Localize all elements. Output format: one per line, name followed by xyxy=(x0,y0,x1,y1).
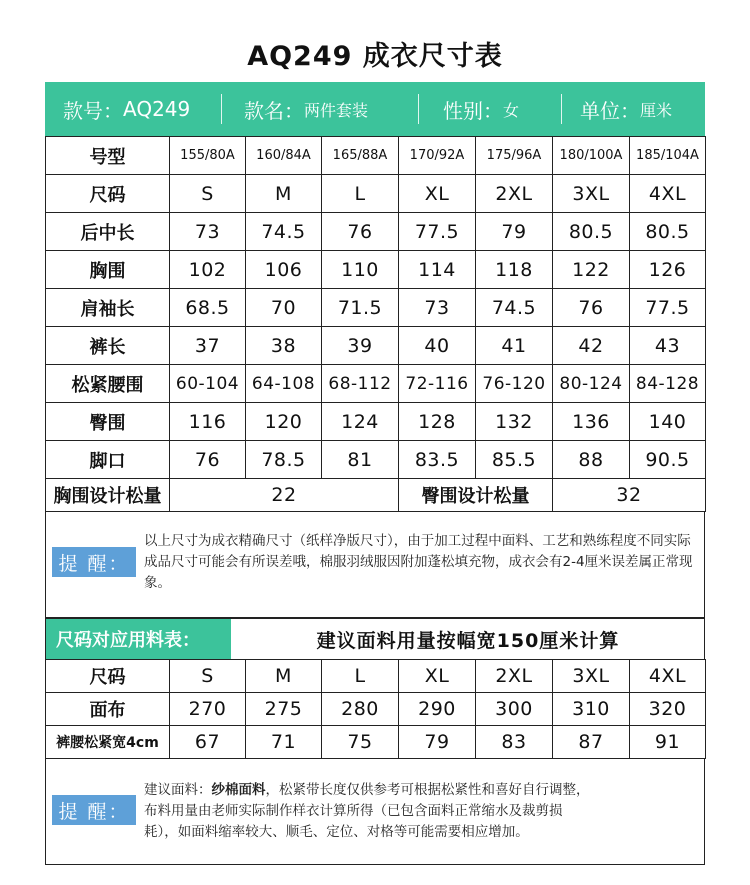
table-cell: 4XL xyxy=(630,660,706,693)
table-cell: 64-108 xyxy=(246,365,322,403)
row-label: 尺码 xyxy=(46,660,170,693)
table-cell: 87 xyxy=(553,726,630,759)
table-cell: 128 xyxy=(399,403,476,441)
table-row xyxy=(46,403,706,441)
table-row xyxy=(46,479,706,512)
row-label: 裤腰松紧宽4cm xyxy=(46,726,170,759)
table-cell: 2XL xyxy=(476,175,553,213)
table-cell: M xyxy=(246,660,322,693)
table-cell: 175/96A xyxy=(476,137,553,175)
table-row xyxy=(46,289,706,327)
note-text-2: 建议面料：纱棉面料，松紧带长度仅供参考可根据松紧性和喜好自行调整， 布料用量由老师实际制作样衣计算所得（已包含面料正常缩水及裁剪损 耗），如面料缩率较大、顺毛、定位、对格等可能需要相应增加。 xyxy=(144,782,590,840)
style-name: 款名： 两件套装 xyxy=(244,98,369,123)
table-cell: L xyxy=(322,660,399,693)
row-label: 肩袖长 xyxy=(46,289,170,327)
table-cell: 3XL xyxy=(553,660,630,693)
table-cell: 73 xyxy=(399,289,476,327)
fabric-table xyxy=(45,659,706,759)
row-label: 裤长 xyxy=(46,327,170,365)
table-cell: 3XL xyxy=(553,175,630,213)
table-cell: 290 xyxy=(399,693,476,726)
table-cell: 114 xyxy=(399,251,476,289)
table-row xyxy=(46,441,706,479)
table-cell: 320 xyxy=(630,693,706,726)
table-cell: 180/100A xyxy=(553,137,630,175)
table-cell: 90.5 xyxy=(630,441,706,479)
size-table xyxy=(45,136,706,512)
table-cell: 80.5 xyxy=(553,213,630,251)
table-cell: 140 xyxy=(630,403,706,441)
table-cell: 81 xyxy=(322,441,399,479)
table-cell: 68.5 xyxy=(170,289,246,327)
table-cell: 70 xyxy=(246,289,322,327)
table-cell: 132 xyxy=(476,403,553,441)
table-cell: 275 xyxy=(246,693,322,726)
reminder-tag: 提 醒： xyxy=(52,547,136,577)
unit: 单位： 厘米 xyxy=(580,98,673,123)
table-row xyxy=(46,693,706,726)
table-cell: 76 xyxy=(322,213,399,251)
info-band xyxy=(45,82,705,136)
table-cell: 72-116 xyxy=(399,365,476,403)
fabric-section-text: 建议面料用量按幅宽150厘米计算 xyxy=(316,629,620,652)
table-cell: S xyxy=(170,660,246,693)
table-cell: 126 xyxy=(630,251,706,289)
table-cell: 4XL xyxy=(630,175,706,213)
table-cell: 83 xyxy=(476,726,553,759)
hip-ease-label: 臀围设计松量 xyxy=(399,479,553,512)
table-cell: 185/104A xyxy=(630,137,706,175)
fabric-section-label: 尺码对应用料表： xyxy=(46,619,231,659)
table-cell: 80.5 xyxy=(630,213,706,251)
table-cell: 83.5 xyxy=(399,441,476,479)
table-cell: 102 xyxy=(170,251,246,289)
table-cell: 122 xyxy=(553,251,630,289)
table-cell: 79 xyxy=(399,726,476,759)
row-label: 号型 xyxy=(46,137,170,175)
table-cell: 160/84A xyxy=(246,137,322,175)
row-label: 松紧腰围 xyxy=(46,365,170,403)
table-cell: 124 xyxy=(322,403,399,441)
table-cell: 40 xyxy=(399,327,476,365)
row-label: 胸围 xyxy=(46,251,170,289)
table-cell: 74.5 xyxy=(246,213,322,251)
table-cell: 76 xyxy=(170,441,246,479)
table-cell: 165/88A xyxy=(322,137,399,175)
table-cell: 60-104 xyxy=(170,365,246,403)
divider xyxy=(561,94,562,124)
table-cell: XL xyxy=(399,175,476,213)
table-cell: 280 xyxy=(322,693,399,726)
table-row xyxy=(46,251,706,289)
table-row xyxy=(46,137,706,175)
table-cell: 38 xyxy=(246,327,322,365)
table-cell: 79 xyxy=(476,213,553,251)
table-cell: 170/92A xyxy=(399,137,476,175)
note-box-2 xyxy=(45,758,705,865)
table-cell: 2XL xyxy=(476,660,553,693)
table-cell: 88 xyxy=(553,441,630,479)
page-title: AQ249 成衣尺寸表 xyxy=(247,41,503,72)
table-cell: 42 xyxy=(553,327,630,365)
gender: 性别： 女 xyxy=(443,98,520,123)
table-row xyxy=(46,726,706,759)
table-cell: 43 xyxy=(630,327,706,365)
table-row xyxy=(46,327,706,365)
row-label: 后中长 xyxy=(46,213,170,251)
table-cell: 67 xyxy=(170,726,246,759)
table-cell: 80-124 xyxy=(553,365,630,403)
table-cell: 75 xyxy=(322,726,399,759)
table-cell: 77.5 xyxy=(399,213,476,251)
row-label: 面布 xyxy=(46,693,170,726)
table-cell: 300 xyxy=(476,693,553,726)
table-cell: 78.5 xyxy=(246,441,322,479)
table-cell: 41 xyxy=(476,327,553,365)
fabric-section-header xyxy=(45,618,705,659)
row-label: 脚口 xyxy=(46,441,170,479)
table-cell: 155/80A xyxy=(170,137,246,175)
table-cell: 71 xyxy=(246,726,322,759)
table-cell: 68-112 xyxy=(322,365,399,403)
table-cell: 110 xyxy=(322,251,399,289)
table-cell: 118 xyxy=(476,251,553,289)
table-cell: M xyxy=(246,175,322,213)
table-cell: 76-120 xyxy=(476,365,553,403)
table-row xyxy=(46,213,706,251)
table-row xyxy=(46,175,706,213)
table-cell: 73 xyxy=(170,213,246,251)
table-cell: 76 xyxy=(553,289,630,327)
table-cell: 120 xyxy=(246,403,322,441)
note-box xyxy=(45,511,705,618)
table-cell: 37 xyxy=(170,327,246,365)
table-row xyxy=(46,365,706,403)
table-cell: L xyxy=(322,175,399,213)
table-cell: 85.5 xyxy=(476,441,553,479)
table-cell: 71.5 xyxy=(322,289,399,327)
table-cell: XL xyxy=(399,660,476,693)
table-cell: 116 xyxy=(170,403,246,441)
row-label: 臀围 xyxy=(46,403,170,441)
table-cell: 74.5 xyxy=(476,289,553,327)
divider xyxy=(221,94,222,124)
chest-ease-value: 22 xyxy=(170,479,399,512)
hip-ease-value: 32 xyxy=(553,479,706,512)
table-cell: 91 xyxy=(630,726,706,759)
table-cell: S xyxy=(170,175,246,213)
table-cell: 310 xyxy=(553,693,630,726)
style-number: 款号： AQ249 xyxy=(63,97,191,123)
table-cell: 270 xyxy=(170,693,246,726)
table-cell: 106 xyxy=(246,251,322,289)
divider xyxy=(418,94,419,124)
table-cell: 39 xyxy=(322,327,399,365)
table-cell: 77.5 xyxy=(630,289,706,327)
note-text: 以上尺寸为成衣精确尺寸（纸样净版尺寸），由于加工过程中面料、工艺和熟练程度不同实际成品尺寸可能会有所误差哦，棉服羽绒服因附加蓬松填充物，成衣会有2-4厘米误差属正常现象。 xyxy=(144,533,693,591)
chest-ease-label: 胸围设计松量 xyxy=(46,479,170,512)
reminder-tag: 提 醒： xyxy=(52,795,136,825)
row-label: 尺码 xyxy=(46,175,170,213)
table-cell: 136 xyxy=(553,403,630,441)
table-row xyxy=(46,660,706,693)
table-cell: 84-128 xyxy=(630,365,706,403)
